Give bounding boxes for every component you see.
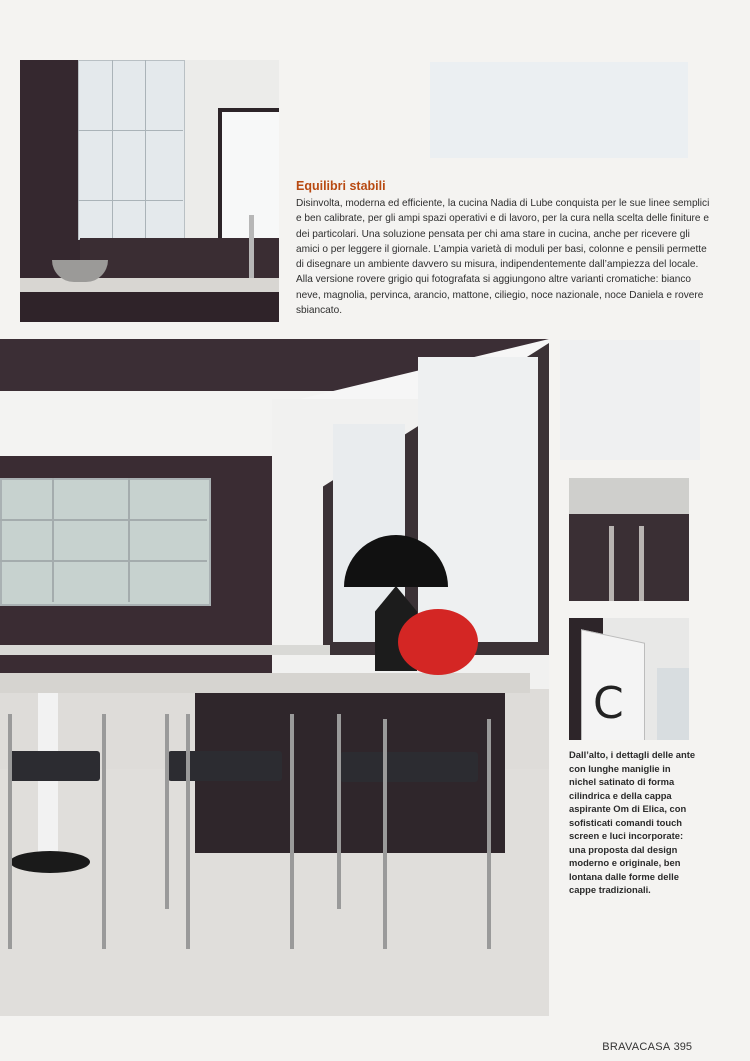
article-body: Disinvolta, moderna ed efficiente, la cucina Nadia di Lube conquista per le sue linee semplici e ben calibrate, per gli ampi spazi operativi e di lavoro, per la cura nella scelta delle finiture e dei particolari. Una soluzione pensata per chi ama stare in cucina, anche per ricevere gli amici o per leggere il giornale. L’ampia varietà di moduli per basi, colonne e pensili permette di disegnare un ambiente davvero su misura, indipendentemente dall’ampiezza del locale. Alla versione rovere grigio qui fotografata si aggiungono altre varianti cromatiche: bianco neve, magnolia, pervinca, arancio, mattone, ciliegio, noce nazionale, noce Daniela e rovere sbiancato. xyxy=(296,198,710,317)
ghost-image-bleed xyxy=(430,62,688,158)
stool xyxy=(8,751,100,781)
hood-logo-icon: C xyxy=(593,678,624,729)
glass-wall-cabinets xyxy=(0,478,211,606)
photo-caption: Dall’alto, i dettagli delle ante con lunghe maniglie in nichel satinato di forma cilindrica e della cappa aspirante Om di Elica, con sofisticati comandi touch screen e luci incorporate: una proposta dal design moderno e originale, ben lontana dalle forme delle cappe tradizionali. xyxy=(569,749,696,895)
stool xyxy=(340,752,478,782)
page-folio xyxy=(602,1041,692,1053)
magazine-name: BRAVACASA xyxy=(602,1041,671,1053)
kitchen-photo-small xyxy=(20,60,279,322)
detail-photo-hood xyxy=(569,618,689,740)
page-number: 395 xyxy=(673,1041,692,1053)
faucet xyxy=(249,215,254,278)
red-bowl xyxy=(398,609,478,675)
island-countertop xyxy=(0,673,530,693)
detail-photo-handles xyxy=(569,478,689,601)
glass-wall-cabinet xyxy=(78,60,185,240)
ghost-image-bleed-2 xyxy=(560,340,700,460)
article-title: Equilibri stabili xyxy=(296,179,386,193)
kitchen-photo-main xyxy=(0,339,549,1016)
